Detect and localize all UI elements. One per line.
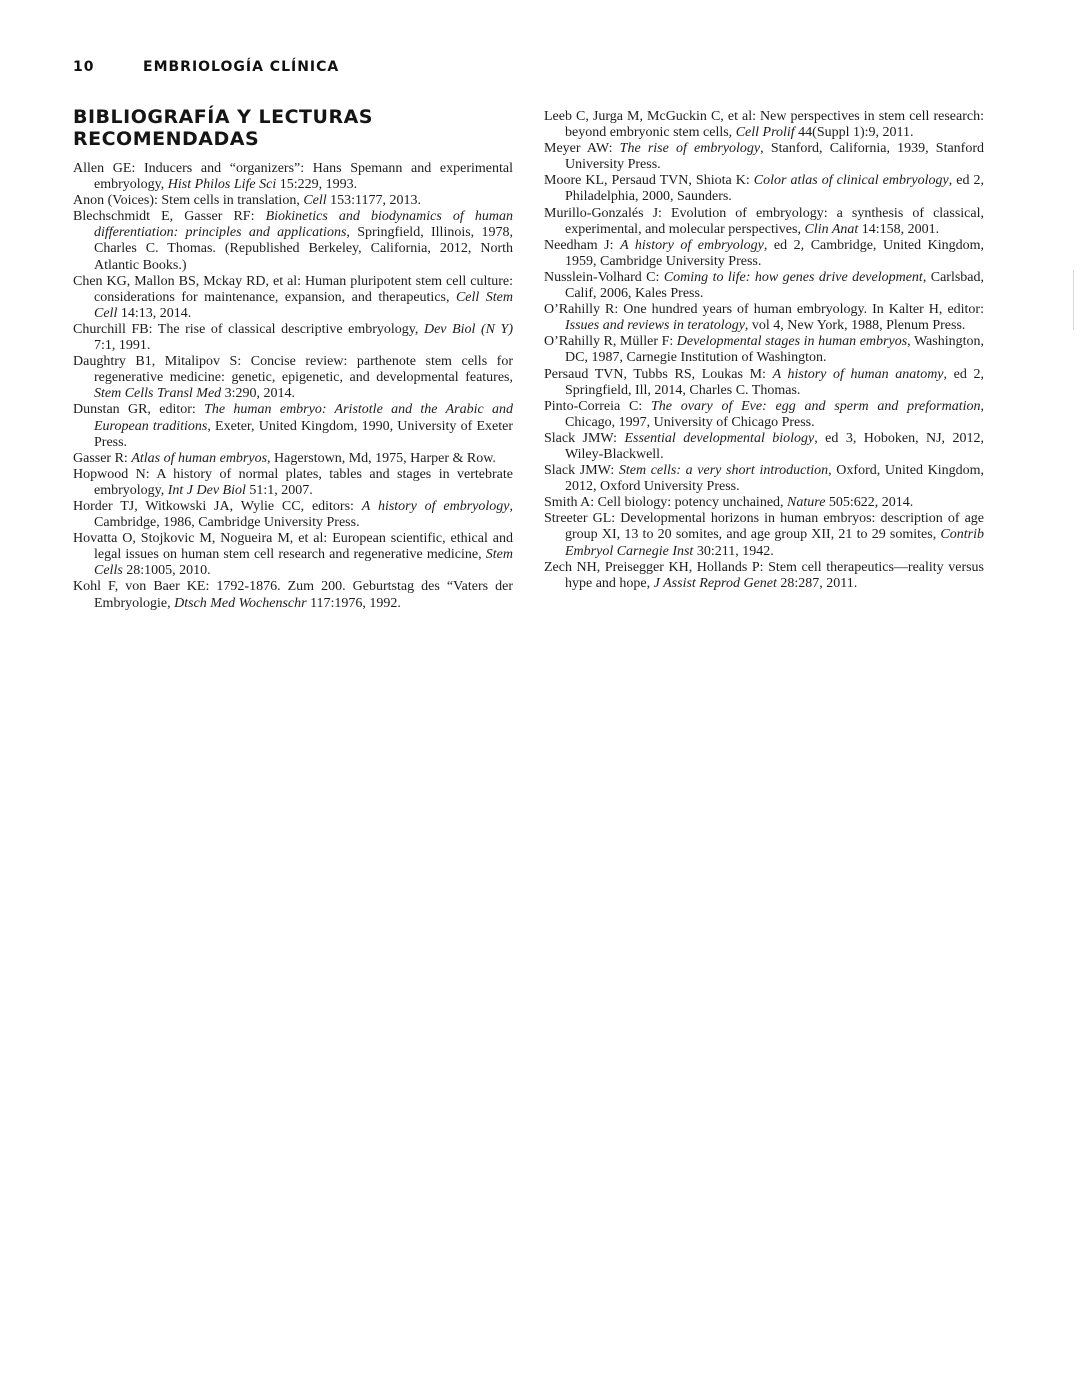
reference-text: Leeb C, Jurga M, McGuckin C, et al: New perspectives in stem cell research: beyond embryonic stem cells, — [544, 109, 984, 141]
reference-source: J Assist Reprod Genet — [653, 575, 777, 591]
reference-entry — [73, 161, 513, 193]
reference-entry — [73, 579, 513, 611]
reference-source: A history of human anatomy — [772, 366, 944, 382]
reference-text: O’Rahilly R: One hundred years of human embryology. In Kalter H, editor: — [544, 302, 984, 318]
reference-text: 3:290, 2014. — [221, 386, 296, 402]
reference-source: Atlas of human embryos — [131, 450, 268, 466]
reference-list-right — [544, 109, 984, 592]
reference-text: Murillo-Gonzalés J: Evolution of embryology: a synthesis of classical, experimental, and molecular perspectives, — [544, 205, 984, 237]
reference-text: Gasser R: — [73, 450, 132, 466]
reference-source: Cell Stem Cell — [94, 289, 514, 321]
reference-source: Stem Cells — [94, 547, 513, 579]
reference-entry — [544, 431, 984, 463]
reference-text: 15:229, 1993. — [276, 177, 358, 193]
reference-source: The rise of embryology — [619, 141, 761, 157]
reference-text: 505:622, 2014. — [825, 495, 914, 511]
reference-text: Churchill FB: The rise of classical descriptive embryology, — [73, 321, 424, 337]
reference-text: Zech NH, Preisegger KH, Hollands P: Stem cell therapeutics—reality versus hype and hope, — [544, 559, 984, 591]
reference-text: Streeter GL: Developmental horizons in human embryos: description of age group XI, 13 to 20 somites, and age group XII, 21 to 29 somites, — [544, 511, 984, 543]
reference-source: Hist Philos Life Sci — [167, 177, 277, 193]
reference-source: Clin Anat — [804, 221, 859, 237]
reference-source: The ovary of Eve: egg and sperm and preformation — [651, 398, 981, 414]
reference-text: Meyer AW: — [544, 141, 620, 157]
reference-entry — [73, 451, 513, 467]
reference-text: Allen GE: Inducers and “organizers”: Hans Spemann and experimental embryology, — [73, 161, 513, 193]
reference-text: , ed 2, Cambridge, United Kingdom, 1959, Cambridge University Press. — [565, 237, 985, 269]
reference-entry — [73, 322, 513, 354]
reference-text: Chen KG, Mallon BS, Mckay RD, et al: Human pluripotent stem cell culture: considerations for maintenance, expansion, and therapeutics, — [73, 273, 513, 305]
reference-text: Needham J: — [544, 237, 621, 253]
reference-text: Blechschmidt E, Gasser RF: — [73, 209, 266, 225]
reference-text: 30:211, 1942. — [693, 543, 774, 559]
reference-entry — [544, 238, 984, 270]
reference-entry — [73, 402, 513, 450]
reference-text: Daughtry B1, Mitalipov S: Concise review: parthenote stem cells for regenerative medicine: genetic, epigenetic, and developmental features, — [73, 354, 513, 386]
reference-text: Nusslein-Volhard C: — [544, 269, 664, 285]
reference-entry — [544, 334, 984, 366]
reference-text: , Carlsbad, Calif, 2006, Kales Press. — [565, 269, 985, 302]
reference-entry — [544, 511, 984, 559]
reference-text: Dunstan GR, editor: — [73, 402, 205, 418]
reference-text: Moore KL, Persaud TVN, Shiota K: — [544, 173, 754, 189]
reference-text: Anon (Voices): Stem cells in translation, — [73, 193, 304, 209]
reference-text: , vol 4, New York, 1988, Plenum Press. — [744, 318, 966, 334]
reference-source: Dtsch Med Wochenschr — [174, 595, 307, 611]
reference-text: , Washington, DC, 1987, Carnegie Institution of Washington. — [565, 334, 984, 366]
reference-text: 14:13, 2014. — [117, 305, 192, 321]
reference-entry — [73, 274, 513, 322]
reference-source: Coming to life: how genes drive development — [663, 269, 923, 285]
reference-text: , ed 3, Hoboken, NJ, 2012, Wiley-Blackwell. — [565, 430, 984, 462]
reference-text: , Stanford, California, 1939, Stanford University Press. — [565, 141, 985, 173]
section-title-line-2: RECOMENDADAS — [73, 128, 260, 150]
reference-text: , Springfield, Illinois, 1978, Charles C. Thomas. (Republished Berkeley, California, 2012, North Atlantic Books.) — [94, 225, 513, 273]
reference-text: 28:287, 2011. — [776, 575, 858, 591]
running-header — [73, 59, 339, 75]
reference-source: Dev Biol (N Y) — [423, 321, 513, 337]
reference-source: Nature — [787, 495, 826, 511]
reference-entry — [544, 109, 984, 141]
section-title — [73, 106, 513, 150]
reference-source: Developmental stages in human embryos — [676, 334, 908, 350]
reference-entry — [73, 193, 513, 209]
reference-text: Horder TJ, Witkowski JA, Wylie CC, editors: — [73, 498, 362, 514]
reference-source: Stem Cells Transl Med — [94, 386, 222, 402]
reference-text: , Oxford, United Kingdom, 2012, Oxford University Press. — [565, 463, 984, 495]
reference-entry — [73, 467, 513, 499]
reference-text: Kohl F, von Baer KE: 1792-1876. Zum 200. Geburtstag des “Vaters der Embryologie, — [73, 579, 513, 611]
reference-entry — [544, 399, 984, 431]
running-title: EMBRIOLOGÍA CLÍNICA — [143, 59, 340, 75]
reference-text: 117:1976, 1992. — [306, 595, 401, 611]
reference-source: Stem cells: a very short introduction — [618, 463, 829, 479]
reference-entry — [73, 354, 513, 402]
reference-entry — [544, 463, 984, 495]
reference-source: Contrib Embryol Carnegie Inst — [565, 527, 984, 559]
page-number: 10 — [73, 59, 95, 75]
reference-list-left — [73, 161, 513, 612]
reference-entry — [73, 531, 513, 579]
reference-source: A history of embryology — [620, 237, 764, 253]
reference-source: Issues and reviews in teratology — [565, 318, 745, 334]
reference-entry — [73, 209, 513, 273]
reference-text: Hopwood N: A history of normal plates, tables and stages in vertebrate embryology, — [73, 466, 513, 498]
reference-text: 51:1, 2007. — [245, 482, 313, 498]
reference-text: , Hagerstown, Md, 1975, Harper & Row. — [267, 450, 496, 466]
scan-edge-mark — [1073, 270, 1074, 330]
reference-entry — [544, 141, 984, 173]
reference-text: O’Rahilly R, Müller F: — [544, 334, 677, 350]
reference-source: Cell Prolif — [735, 125, 795, 141]
reference-text: Smith A: Cell biology: potency unchained, — [544, 495, 788, 511]
section-title-line-1: BIBLIOGRAFÍA Y LECTURAS — [73, 106, 373, 128]
reference-text: 14:158, 2001. — [858, 221, 940, 237]
reference-entry — [544, 270, 984, 302]
reference-text: , ed 2, Philadelphia, 2000, Saunders. — [565, 173, 984, 205]
reference-text: 7:1, 1991. — [94, 338, 151, 354]
reference-text: , ed 2, Springfield, Ill, 2014, Charles C. Thomas. — [565, 366, 984, 398]
reference-text: 153:1177, 2013. — [326, 193, 422, 209]
reference-text: , Exeter, United Kingdom, 1990, University of Exeter Press. — [94, 418, 514, 450]
reference-text: Slack JMW: — [544, 430, 625, 446]
reference-text: , Cambridge, 1986, Cambridge University Press. — [94, 498, 514, 531]
reference-source: Int J Dev Biol — [167, 482, 246, 498]
reference-text: Slack JMW: — [544, 463, 619, 479]
reference-source: The human embryo: Aristotle and the Arabic and European traditions — [94, 402, 513, 434]
reference-text: Hovatta O, Stojkovic M, Nogueira M, et al: European scientific, ethical and legal issues on human stem cell research and regenerative medicine, — [73, 531, 513, 563]
reference-entry — [544, 173, 984, 205]
reference-text: Persaud TVN, Tubbs RS, Loukas M: — [544, 366, 773, 382]
reference-text: 28:1005, 2010. — [122, 563, 211, 579]
reference-entry — [544, 206, 984, 238]
reference-source: Cell — [303, 193, 327, 209]
reference-text: Pinto-Correia C: — [544, 398, 652, 414]
reference-source: A history of embryology — [361, 498, 510, 514]
reference-source: Essential developmental biology — [624, 430, 815, 446]
reference-source: Color atlas of clinical embryology — [753, 173, 949, 189]
reference-entry — [544, 495, 984, 511]
reference-source: Biokinetics and biodynamics of human differentiation: principles and applications — [94, 209, 513, 241]
reference-entry — [544, 302, 984, 334]
reference-text: , Chicago, 1997, University of Chicago Press. — [565, 398, 985, 430]
reference-entry — [544, 367, 984, 399]
reference-text: 44(Suppl 1):9, 2011. — [794, 125, 914, 141]
reference-entry — [73, 499, 513, 531]
reference-entry — [544, 560, 984, 592]
